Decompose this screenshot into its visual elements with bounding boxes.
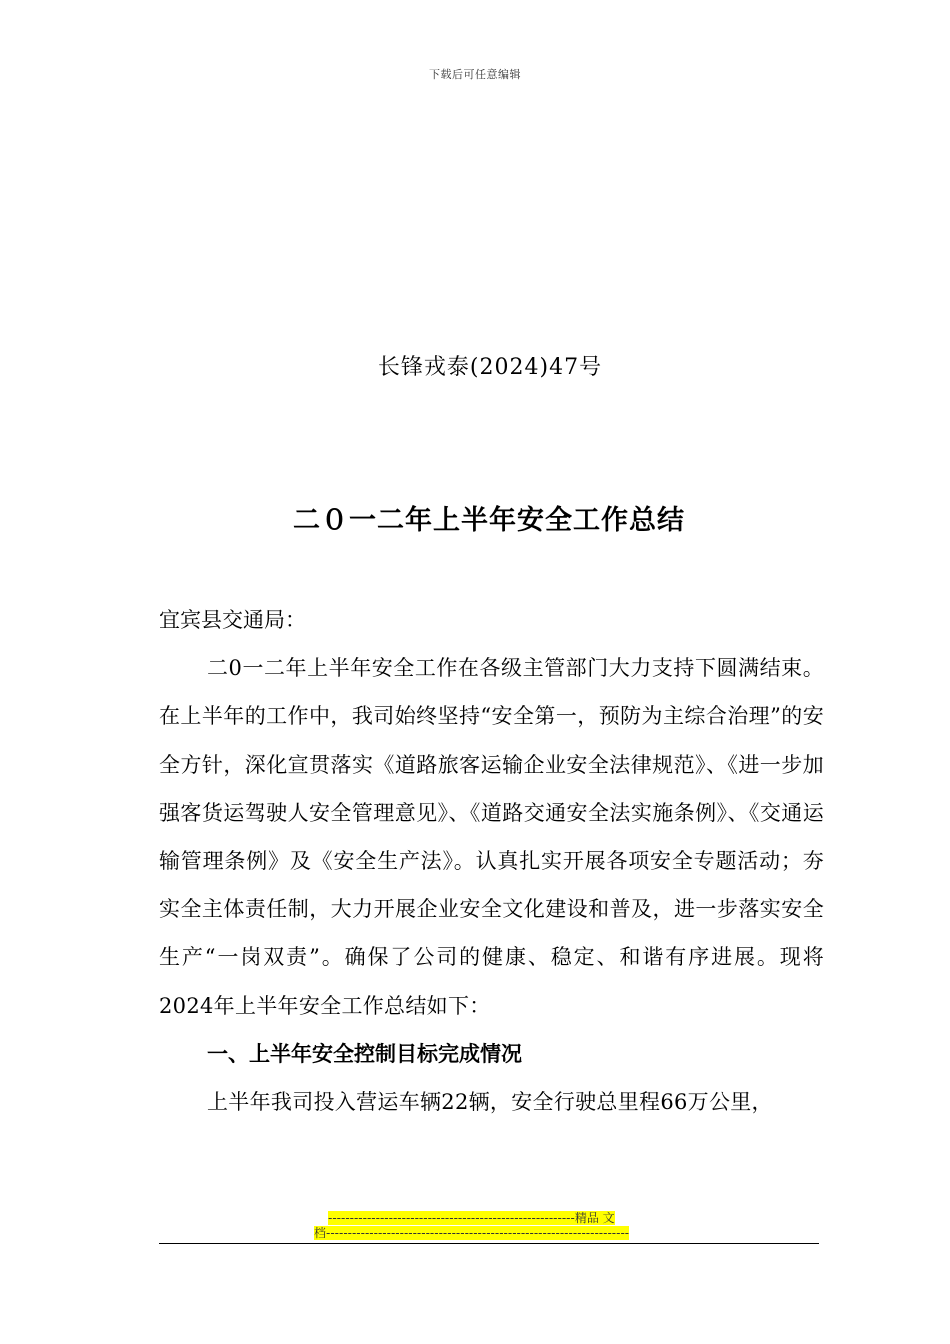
document-body — [159, 596, 824, 1126]
document-title: 二０一二年上半年安全工作总结 — [293, 505, 685, 536]
footer-line-2: 档---------------------------------------------------------------------- — [314, 1226, 630, 1240]
addressee: 宜宾县交通局： — [159, 608, 306, 632]
body-paragraph: 二0一二年上半年安全工作在各级主管部门大力支持下圆满结束。在上半年的工作中，我司始终坚持“安全第一，预防为主综合治理”的安全方针，深化宣贯落实《道路旅客运输企业安全法律规范》、《进一步加强客货运驾驶人安全管理意见》、《道路交通安全法实施条例》、《交通运输管理条例》及《安全生产法》。认真扎实开展各项安全专题活动；夯实全主体责任制，大力开展企业安全文化建设和普及，进一步落实安全生产“一岗双责”。确保了公司的健康、稳定、和谐有序进展。现将2024年上半年安全工作总结如下： — [159, 656, 824, 1018]
footer-watermark — [314, 1211, 664, 1241]
document-number: 长锋戎泰(2024)47号 — [377, 355, 603, 380]
footer-rule — [159, 1243, 819, 1244]
section-heading: 一、上半年安全控制目标完成情况 — [207, 1041, 522, 1066]
header-note: 下载后可任意编辑 — [429, 68, 521, 81]
footer-line-1: ---------------------------------------------------------精品 文 — [328, 1211, 615, 1225]
section-paragraph: 上半年我司投入营运车辆22辆，安全行驶总里程66万公里， — [207, 1090, 773, 1115]
